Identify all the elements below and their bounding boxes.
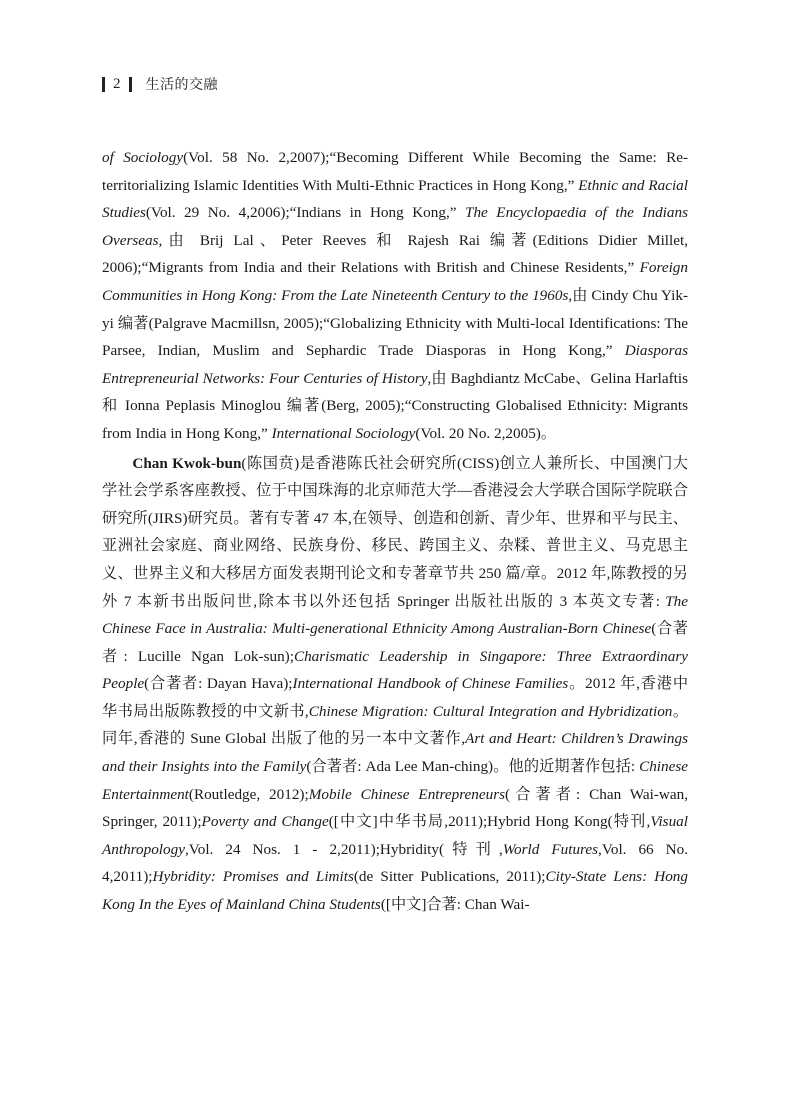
- text-segment: ,Vol. 66 No. 4,2011);: [102, 840, 688, 886]
- paragraph-author-bio: [102, 450, 688, 919]
- italic-title-segment: Hybridity: Promises and Limits: [152, 868, 354, 886]
- text-segment: ([中文]中华书局,2011);Hybrid Hong Kong(特刊,: [328, 813, 651, 831]
- text-segment: (Vol. 58 No. 2,2007);“Becoming Different While Becoming the Same: Re-territorializing Islamic Identities With Multi-Ethnic Practices in Hong Kong,”: [102, 149, 688, 194]
- header-left-rule: [102, 77, 105, 92]
- text-segment: (Vol. 29 No. 4,2006);“Indians in Hong Kong,”: [145, 204, 465, 222]
- text-segment: (陈国贲)是香港陈氏社会研究所(CISS)创立人兼所长、中国澳门大学社会学系客座教授、位于中国珠海的北京师范大学—香港浸会大学联合国际学院联合研究所(JIRS)研究员。著有专著 47 本,在领导、创造和创新、青少年、世界和平与民主、亚洲社会家庭、商业网络、民族身份、移民、跨国主义、杂糅、普世主义、马克思主义、世界主义和大移居方面发表期刊论文和专著章节共 250 篇/章。2012 年,陈教授的另外 7 本新书出版问世,除本书以外还包括 Springer 出版社出版的 3 本英文专著:: [102, 454, 688, 610]
- italic-title-segment: World Futures: [502, 840, 599, 858]
- text-segment: 。同年,香港的 Sune Global 出版了他的另一本中文著作,: [102, 702, 689, 748]
- italic-title-segment: Mobile Chinese Entrepreneurs: [308, 785, 506, 803]
- text-segment: (de Sitter Publications, 2011);: [353, 868, 546, 886]
- text-segment: ,由 Baghdiantz McCabe、Gelina Harlaftis 和 Ionna Peplasis Minoglou 编著(Berg, 2005);“Constructing Globalised Ethnicity: Migrants from India in Hong Kong,”: [102, 369, 689, 442]
- italic-title-segment: International Handbook of Chinese Families: [292, 675, 569, 693]
- italic-title-segment: Visual Anthropology: [102, 813, 688, 858]
- body-text: [102, 144, 688, 919]
- text-segment: 。2012 年,香港中华书局出版陈教授的中文新书,: [102, 675, 689, 720]
- book-title: 生活的交融: [145, 77, 218, 93]
- text-segment: (合著者: Ada Lee Man-ching)。他的近期著作包括:: [306, 758, 640, 776]
- text-segment: ([中文]合著: Chan Wai-: [380, 896, 530, 914]
- italic-title-segment: Chinese Entertainment: [102, 758, 688, 803]
- text-segment: (合著者: Dayan Hava);: [144, 675, 293, 693]
- text-segment: (合著者: Lucille Ngan Lok-sun);: [102, 620, 688, 665]
- text-segment: ,由 Brij Lal、Peter Reeves 和 Rajesh Rai 编著(Editions Didier Millet, 2006);“Migrants from India and their Relations with British and Chinese Residents,”: [102, 231, 688, 277]
- header-right-rule: [129, 77, 132, 92]
- paragraph-bibliography-continued: [102, 144, 688, 448]
- italic-title-segment: Charismatic Leadership in Singapore: Three Extraordinary People: [102, 647, 688, 693]
- italic-title-segment: Ethnic and Racial Studies: [102, 176, 688, 222]
- italic-title-segment: Diasporas Entrepreneurial Networks: Four Centuries of History: [102, 342, 688, 387]
- italic-title-segment: International Sociology: [271, 424, 416, 442]
- italic-title-segment: The Encyclopaedia of the Indians Overseas: [102, 204, 688, 249]
- bold-name-segment: Chan Kwok-bun: [132, 454, 242, 472]
- running-header: [102, 74, 218, 94]
- italic-title-segment: City-State Lens: Hong Kong In the Eyes of Mainland China Students: [102, 868, 688, 914]
- text-segment: (Vol. 20 No. 2,2005)。: [415, 424, 557, 442]
- italic-title-segment: The Chinese Face in Australia: Multi-generational Ethnicity Among Australian-Born Chinese: [102, 592, 688, 638]
- text-segment: ,由 Cindy Chu Yik-yi 编著(Palgrave Macmillsn, 2005);“Globalizing Ethnicity with Multi-local Identifications: The Parsee, Indian, Muslim and Sephardic Trade Diasporas in Hong Kong,”: [102, 286, 688, 360]
- italic-title-segment: of Sociology: [102, 149, 184, 166]
- italic-title-segment: Poverty and Change: [201, 813, 329, 831]
- text-segment: (合著者: Chan Wai-wan, Springer, 2011);: [102, 785, 689, 831]
- page-number: 2: [113, 75, 121, 92]
- italic-title-segment: Art and Heart: Children’s Drawings and their Insights into the Family: [102, 730, 688, 776]
- italic-title-segment: Chinese Migration: Cultural Integration and Hybridization: [308, 702, 673, 720]
- text-segment: ,Vol. 24 Nos. 1 - 2,2011);Hybridity(特刊,: [184, 840, 503, 858]
- italic-title-segment: Foreign Communities in Hong Kong: From the Late Nineteenth Century to the 1960s: [102, 259, 688, 304]
- text-segment: (Routledge, 2012);: [188, 785, 309, 803]
